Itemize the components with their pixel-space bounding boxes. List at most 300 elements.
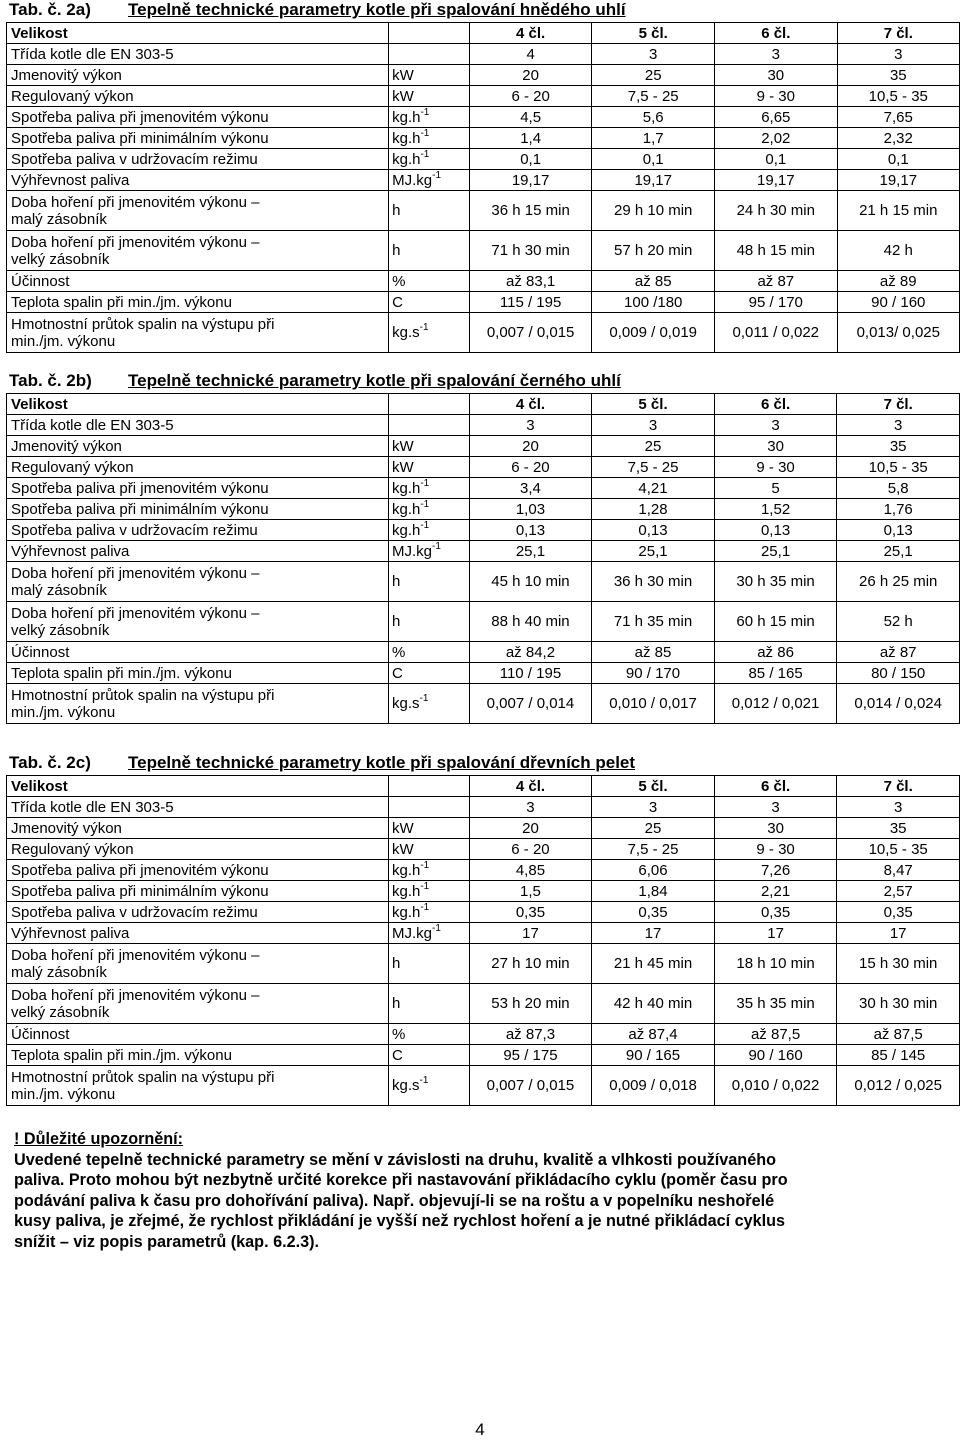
value-cell: 4,85 xyxy=(469,860,592,881)
value-cell: až 84,2 xyxy=(469,642,592,663)
unit-exponent: -1 xyxy=(419,693,429,704)
parameter-label-line: Jmenovitý výkon xyxy=(11,437,122,455)
value-cell: 35 xyxy=(837,65,959,86)
value-cell: 17 xyxy=(469,923,592,944)
table-row xyxy=(7,984,960,1024)
unit-text: kg.s xyxy=(391,695,420,712)
value-cell: 60 h 15 min xyxy=(714,602,837,642)
column-header: 7 čl. xyxy=(837,23,959,44)
unit-cell xyxy=(388,602,469,642)
unit-exponent: -1 xyxy=(420,519,430,531)
table-row xyxy=(7,313,960,353)
unit-cell xyxy=(388,562,469,602)
parameter-label xyxy=(7,292,389,313)
table-row xyxy=(7,170,960,191)
value-cell: 30 h 35 min xyxy=(714,562,837,602)
value-cell: 0,011 / 0,022 xyxy=(715,313,838,353)
unit-cell xyxy=(388,1024,469,1045)
parameter-label xyxy=(7,1045,389,1066)
important-notice xyxy=(14,1129,949,1253)
parameter-label-line: Jmenovitý výkon xyxy=(11,819,122,837)
table-row xyxy=(7,44,960,65)
value-cell: 1,28 xyxy=(592,499,715,520)
parameter-label xyxy=(7,797,389,818)
unit-exponent: -1 xyxy=(419,322,429,333)
parameter-table xyxy=(6,775,960,1106)
value-cell: 0,009 / 0,018 xyxy=(592,1066,715,1106)
value-cell: 0,35 xyxy=(469,902,592,923)
parameter-label-line: velký zásobník xyxy=(11,1003,110,1021)
value-cell: 19,17 xyxy=(715,170,838,191)
parameter-label xyxy=(7,562,389,602)
unit-exponent: -1 xyxy=(432,922,441,934)
table-header-row xyxy=(7,394,960,415)
unit-text: C xyxy=(392,293,403,311)
column-header: 5 čl. xyxy=(592,394,715,415)
value-cell: 0,13 xyxy=(714,520,837,541)
table-number: Tab. č. 2b) xyxy=(9,371,92,390)
column-header: 6 čl. xyxy=(714,776,837,797)
value-cell: 35 xyxy=(837,436,960,457)
table-row xyxy=(7,436,960,457)
unit-cell xyxy=(388,944,469,984)
value-cell: až 85 xyxy=(592,271,715,292)
value-cell: až 87,5 xyxy=(714,1024,837,1045)
parameter-label xyxy=(7,541,389,562)
value-cell: 17 xyxy=(837,923,960,944)
table-row xyxy=(7,457,960,478)
notice-line: snížit – viz popis parametrů (kap. 6.2.3). xyxy=(14,1232,319,1251)
value-cell: 2,21 xyxy=(714,881,837,902)
unit-exponent: -1 xyxy=(420,901,430,913)
value-cell: 29 h 10 min xyxy=(592,191,715,231)
parameter-label xyxy=(7,1024,389,1045)
parameter-label xyxy=(7,149,389,170)
column-header: 6 čl. xyxy=(714,394,837,415)
value-cell: 0,013/ 0,025 xyxy=(837,313,959,353)
unit-text: kW xyxy=(391,458,414,476)
table-row xyxy=(7,860,960,881)
value-cell: 25,1 xyxy=(592,541,715,562)
unit-text: h xyxy=(391,613,401,630)
unit-exponent: -1 xyxy=(419,1075,429,1086)
parameter-label-line: Třída kotle dle EN 303-5 xyxy=(11,798,174,816)
unit-text: h xyxy=(391,955,401,972)
unit-exponent: -1 xyxy=(420,880,430,892)
unit-text: kg.h xyxy=(391,882,421,900)
table-row xyxy=(7,797,960,818)
value-cell: 2,02 xyxy=(715,128,838,149)
parameter-label-line: Třída kotle dle EN 303-5 xyxy=(11,416,174,434)
value-cell: 20 xyxy=(469,818,592,839)
value-cell: 71 h 35 min xyxy=(592,602,715,642)
value-cell: 6 - 20 xyxy=(469,839,592,860)
parameter-label-line: Výhřevnost paliva xyxy=(11,542,130,560)
value-cell: 30 h 30 min xyxy=(837,984,960,1024)
parameter-label xyxy=(7,860,389,881)
value-cell: 1,5 xyxy=(469,881,592,902)
table-number: Tab. č. 2c) xyxy=(9,753,91,772)
parameter-label-line: malý zásobník xyxy=(11,963,107,981)
value-cell: 25,1 xyxy=(837,541,960,562)
value-cell: 0,1 xyxy=(837,149,959,170)
unit-text: kg.h xyxy=(392,129,421,147)
table-row xyxy=(7,65,960,86)
value-cell: až 87,5 xyxy=(837,1024,960,1045)
value-cell: 25 xyxy=(592,65,715,86)
value-cell: 0,012 / 0,021 xyxy=(714,684,837,724)
table-row xyxy=(7,271,960,292)
value-cell: 45 h 10 min xyxy=(469,562,592,602)
parameter-label-line: Doba hoření při jmenovitém výkonu – xyxy=(11,193,260,211)
table-row xyxy=(7,839,960,860)
unit-cell xyxy=(388,415,469,436)
value-cell: 36 h 30 min xyxy=(592,562,715,602)
value-cell: 19,17 xyxy=(592,170,715,191)
value-cell: 90 / 160 xyxy=(714,1045,837,1066)
value-cell: 0,13 xyxy=(469,520,592,541)
column-header: 4 čl. xyxy=(469,23,592,44)
parameter-label xyxy=(7,839,389,860)
table-row xyxy=(7,1024,960,1045)
value-cell: 3 xyxy=(469,797,592,818)
table-row xyxy=(7,149,960,170)
parameter-label xyxy=(7,44,389,65)
value-cell: 6 - 20 xyxy=(469,457,592,478)
value-cell: 90 / 160 xyxy=(837,292,959,313)
value-cell: 48 h 15 min xyxy=(715,231,838,271)
value-cell: 0,35 xyxy=(592,902,715,923)
value-cell: 3 xyxy=(714,415,837,436)
unit-cell xyxy=(388,902,469,923)
unit-cell xyxy=(388,520,469,541)
parameter-label-line: Doba hoření při jmenovitém výkonu – xyxy=(11,604,260,622)
unit-cell xyxy=(389,149,470,170)
table-row xyxy=(7,684,960,724)
value-cell: až 87 xyxy=(837,642,960,663)
unit-cell xyxy=(388,684,469,724)
parameter-label-line: Spotřeba paliva při minimálním výkonu xyxy=(11,129,269,147)
value-cell: až 87,3 xyxy=(469,1024,592,1045)
header-label: Velikost xyxy=(7,776,389,797)
parameter-label-line: Spotřeba paliva při minimálním výkonu xyxy=(11,882,269,900)
unit-text: C xyxy=(391,664,403,682)
value-cell: 0,35 xyxy=(837,902,960,923)
unit-cell xyxy=(388,1066,469,1106)
table-row xyxy=(7,902,960,923)
unit-exponent: -1 xyxy=(420,498,430,510)
value-cell: 4 xyxy=(469,44,592,65)
value-cell: 8,47 xyxy=(837,860,960,881)
table-row xyxy=(7,86,960,107)
notice-line: kusy paliva, je zřejmé, že rychlost přikládání je vyšší než rychlost hoření a je nutné přikládací cyklus xyxy=(14,1212,786,1231)
parameter-label xyxy=(7,1066,389,1106)
value-cell: 0,007 / 0,014 xyxy=(469,684,592,724)
parameter-label xyxy=(7,684,389,724)
value-cell: 2,57 xyxy=(837,881,960,902)
table-row xyxy=(7,881,960,902)
unit-text: h xyxy=(392,242,401,259)
header-unit xyxy=(388,776,469,797)
unit-cell xyxy=(388,923,469,944)
unit-cell xyxy=(389,231,470,271)
parameter-label-line: Teplota spalin při min./jm. výkonu xyxy=(11,293,232,311)
parameter-label-line: min./jm. výkonu xyxy=(11,332,116,350)
notice-line: paliva. Proto mohou být nezbytně určité korekce při nastavování přikládacího cyklu (poměr času pro xyxy=(14,1171,788,1190)
table-title xyxy=(9,753,635,773)
value-cell: 0,1 xyxy=(592,149,715,170)
parameter-label-line: Spotřeba paliva v udržovacím režimu xyxy=(11,150,258,168)
value-cell: 17 xyxy=(714,923,837,944)
value-cell: až 86 xyxy=(714,642,837,663)
table-row xyxy=(7,818,960,839)
value-cell: 90 / 170 xyxy=(592,663,715,684)
parameter-label xyxy=(7,520,389,541)
parameter-label xyxy=(7,65,389,86)
parameter-label-line: Spotřeba paliva při jmenovitém výkonu xyxy=(11,861,269,879)
table-row xyxy=(7,415,960,436)
table-row xyxy=(7,541,960,562)
unit-cell xyxy=(388,1045,469,1066)
value-cell: 0,007 / 0,015 xyxy=(469,1066,592,1106)
column-header: 4 čl. xyxy=(469,776,592,797)
unit-cell xyxy=(388,663,469,684)
unit-exponent: -1 xyxy=(432,169,442,181)
value-cell: 0,13 xyxy=(592,520,715,541)
table-row xyxy=(7,520,960,541)
value-cell: 9 - 30 xyxy=(714,839,837,860)
parameter-label xyxy=(7,313,389,353)
unit-cell xyxy=(388,860,469,881)
unit-text: h xyxy=(391,995,401,1012)
value-cell: 95 / 170 xyxy=(715,292,838,313)
parameter-label xyxy=(7,128,389,149)
value-cell: 80 / 150 xyxy=(837,663,960,684)
parameter-label-line: Výhřevnost paliva xyxy=(11,924,130,942)
unit-text: MJ.kg xyxy=(391,542,432,560)
value-cell: 35 h 35 min xyxy=(714,984,837,1024)
unit-cell xyxy=(389,86,470,107)
notice-heading: ! Důležité upozornění: xyxy=(14,1130,184,1148)
value-cell: 3 xyxy=(714,797,837,818)
parameter-label-line: Účinnost xyxy=(11,1025,70,1043)
parameter-label-line: Teplota spalin při min./jm. výkonu xyxy=(11,664,232,682)
parameter-label-line: Třída kotle dle EN 303-5 xyxy=(11,45,174,63)
header-unit xyxy=(388,394,469,415)
unit-cell xyxy=(389,292,470,313)
unit-text: kg.s xyxy=(391,1077,420,1094)
parameter-label-line: Regulovaný výkon xyxy=(11,87,134,105)
parameter-label-line: Spotřeba paliva v udržovacím režimu xyxy=(11,521,258,539)
table-row xyxy=(7,107,960,128)
value-cell: 1,7 xyxy=(592,128,715,149)
parameter-label-line: Teplota spalin při min./jm. výkonu xyxy=(11,1046,232,1064)
unit-cell xyxy=(388,478,469,499)
table-row xyxy=(7,1066,960,1106)
value-cell: 9 - 30 xyxy=(715,86,838,107)
unit-text: % xyxy=(391,643,406,661)
unit-text: h xyxy=(391,573,401,590)
value-cell: 1,03 xyxy=(469,499,592,520)
parameter-label-line: Doba hoření při jmenovitém výkonu – xyxy=(11,946,260,964)
value-cell: 0,1 xyxy=(715,149,838,170)
value-cell: 110 / 195 xyxy=(469,663,592,684)
value-cell: 4,5 xyxy=(469,107,592,128)
parameter-label xyxy=(7,923,389,944)
parameter-label xyxy=(7,107,389,128)
value-cell: 100 /180 xyxy=(592,292,715,313)
column-header: 7 čl. xyxy=(837,776,960,797)
value-cell: 7,5 - 25 xyxy=(592,86,715,107)
unit-text: % xyxy=(391,1025,406,1043)
value-cell: 20 xyxy=(469,436,592,457)
parameter-table xyxy=(6,22,960,353)
unit-cell xyxy=(389,271,470,292)
value-cell: 3,4 xyxy=(469,478,592,499)
value-cell: 19,17 xyxy=(469,170,592,191)
unit-text: kg.h xyxy=(391,521,421,539)
value-cell: 3 xyxy=(592,797,715,818)
value-cell: 6,65 xyxy=(715,107,838,128)
parameter-label-line: Spotřeba paliva při jmenovitém výkonu xyxy=(11,108,269,126)
value-cell: 7,5 - 25 xyxy=(592,457,715,478)
value-cell: 6 - 20 xyxy=(469,86,592,107)
value-cell: 2,32 xyxy=(837,128,959,149)
value-cell: 5 xyxy=(714,478,837,499)
unit-text: MJ.kg xyxy=(392,171,433,189)
table-row xyxy=(7,478,960,499)
column-header: 7 čl. xyxy=(837,394,960,415)
value-cell: 3 xyxy=(469,415,592,436)
value-cell: 0,014 / 0,024 xyxy=(837,684,960,724)
table-row xyxy=(7,231,960,271)
table-row xyxy=(7,292,960,313)
unit-cell xyxy=(389,313,470,353)
parameter-label-line: Účinnost xyxy=(11,272,70,290)
value-cell: až 87 xyxy=(715,271,838,292)
value-cell: 53 h 20 min xyxy=(469,984,592,1024)
parameter-label xyxy=(7,944,389,984)
unit-text: kW xyxy=(392,87,414,105)
value-cell: až 87,4 xyxy=(592,1024,715,1045)
value-cell: 0,1 xyxy=(469,149,592,170)
value-cell: až 83,1 xyxy=(469,271,592,292)
parameter-label-line: Jmenovitý výkon xyxy=(11,66,122,84)
table-title xyxy=(9,0,626,20)
value-cell: 25,1 xyxy=(714,541,837,562)
value-cell: 4,21 xyxy=(592,478,715,499)
parameter-label xyxy=(7,902,389,923)
unit-exponent: -1 xyxy=(420,106,430,118)
value-cell: 1,84 xyxy=(592,881,715,902)
header-label: Velikost xyxy=(7,23,389,44)
parameter-label-line: velký zásobník xyxy=(11,621,110,639)
unit-text: kW xyxy=(391,840,414,858)
parameter-label-line: Regulovaný výkon xyxy=(11,458,134,476)
value-cell: 85 / 145 xyxy=(837,1045,960,1066)
unit-text: kg.h xyxy=(392,150,421,168)
value-cell: 71 h 30 min xyxy=(469,231,592,271)
unit-text: kg.h xyxy=(391,903,421,921)
value-cell: 85 / 165 xyxy=(714,663,837,684)
value-cell: 26 h 25 min xyxy=(837,562,960,602)
unit-cell xyxy=(388,839,469,860)
unit-exponent: -1 xyxy=(432,540,441,552)
value-cell: 115 / 195 xyxy=(469,292,592,313)
unit-text: kW xyxy=(391,437,414,455)
value-cell: 57 h 20 min xyxy=(592,231,715,271)
table-header-row xyxy=(7,776,960,797)
value-cell: 10,5 - 35 xyxy=(837,457,960,478)
unit-text: kg.h xyxy=(391,500,421,518)
value-cell: 3 xyxy=(837,797,960,818)
value-cell: 27 h 10 min xyxy=(469,944,592,984)
unit-cell xyxy=(388,436,469,457)
value-cell: 95 / 175 xyxy=(469,1045,592,1066)
unit-text: kg.h xyxy=(391,861,421,879)
table-caption: Tepelně technické parametry kotle při spalování černého uhlí xyxy=(128,371,621,390)
unit-cell xyxy=(388,818,469,839)
value-cell: 7,5 - 25 xyxy=(592,839,715,860)
value-cell: 0,007 / 0,015 xyxy=(469,313,592,353)
unit-cell xyxy=(388,642,469,663)
parameter-label-line: Hmotnostní průtok spalin na výstupu při xyxy=(11,1068,275,1086)
table-caption: Tepelně technické parametry kotle při spalování hnědého uhlí xyxy=(128,0,626,19)
table-row xyxy=(7,602,960,642)
value-cell: 42 h 40 min xyxy=(592,984,715,1024)
unit-text: % xyxy=(392,272,406,290)
value-cell: 30 xyxy=(714,818,837,839)
table-row xyxy=(7,191,960,231)
value-cell: 52 h xyxy=(837,602,960,642)
unit-cell xyxy=(389,44,470,65)
value-cell: 0,35 xyxy=(714,902,837,923)
unit-exponent: -1 xyxy=(420,127,430,139)
value-cell: 30 xyxy=(715,65,838,86)
table-row xyxy=(7,1045,960,1066)
value-cell: 3 xyxy=(715,44,838,65)
parameter-label xyxy=(7,457,389,478)
value-cell: 21 h 45 min xyxy=(592,944,715,984)
value-cell: 5,8 xyxy=(837,478,960,499)
unit-exponent: -1 xyxy=(420,859,430,871)
unit-text: kg.h xyxy=(392,108,421,126)
value-cell: 3 xyxy=(837,44,959,65)
parameter-label-line: Hmotnostní průtok spalin na výstupu při xyxy=(11,686,275,704)
value-cell: až 85 xyxy=(592,642,715,663)
value-cell: 17 xyxy=(592,923,715,944)
parameter-label-line: Účinnost xyxy=(11,643,70,661)
unit-text: MJ.kg xyxy=(391,924,432,942)
value-cell: 42 h xyxy=(837,231,959,271)
value-cell: 7,65 xyxy=(837,107,959,128)
parameter-label-line: Regulovaný výkon xyxy=(11,840,134,858)
unit-text: h xyxy=(392,202,401,219)
value-cell: 88 h 40 min xyxy=(469,602,592,642)
unit-cell xyxy=(388,984,469,1024)
value-cell: 9 - 30 xyxy=(714,457,837,478)
value-cell: 0,009 / 0,019 xyxy=(592,313,715,353)
value-cell: 25,1 xyxy=(469,541,592,562)
parameter-label xyxy=(7,663,389,684)
value-cell: až 89 xyxy=(837,271,959,292)
unit-cell xyxy=(388,541,469,562)
value-cell: 1,76 xyxy=(837,499,960,520)
parameter-label-line: Spotřeba paliva při jmenovitém výkonu xyxy=(11,479,269,497)
value-cell: 7,26 xyxy=(714,860,837,881)
unit-cell xyxy=(389,107,470,128)
parameter-label xyxy=(7,170,389,191)
